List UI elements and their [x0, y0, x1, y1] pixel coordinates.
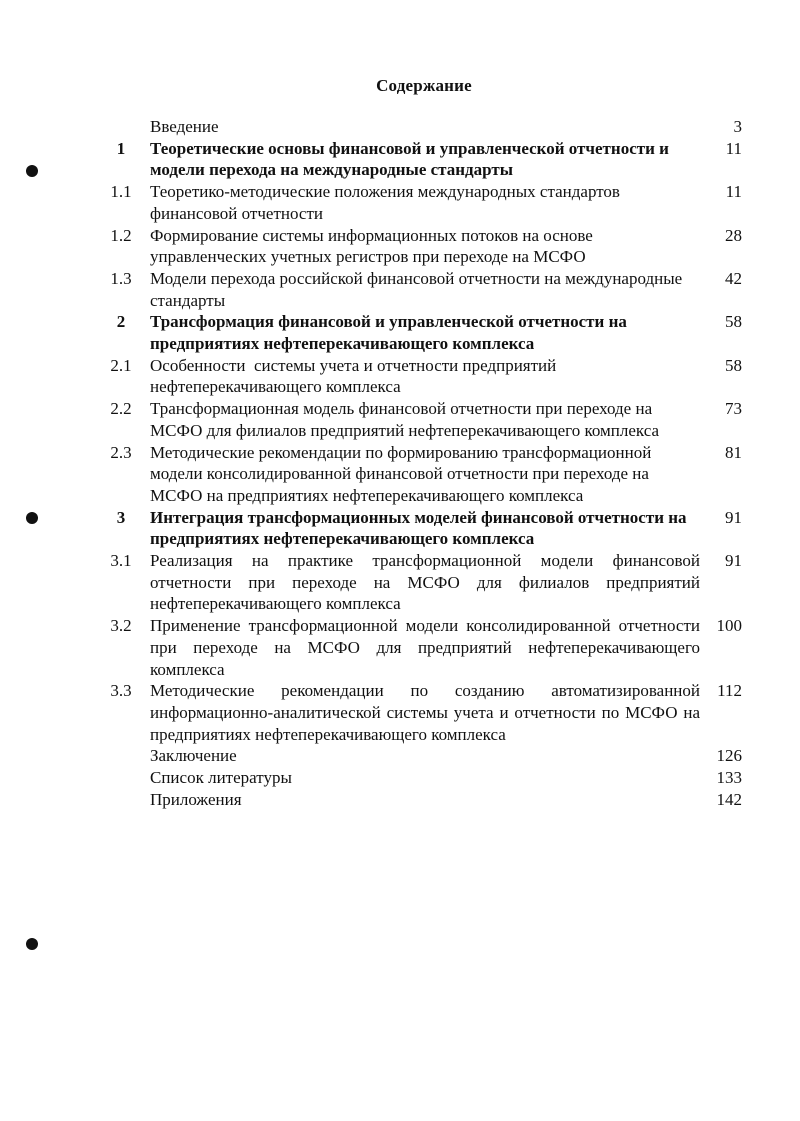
toc-entry-number: 2.3 — [110, 442, 132, 462]
toc-entry-title: Введение — [150, 117, 219, 136]
toc-entry[interactable] — [0, 789, 800, 811]
toc-entry-page: 91 — [725, 551, 742, 571]
toc-entry[interactable] — [0, 442, 800, 507]
toc-entry-title: Методические рекомендации по созданию автоматизированной информационно-аналитической системы учета и отчетности по МСФО на предприятиях нефтеперекачивающего комплекса — [150, 681, 700, 744]
toc-entry-page: 81 — [725, 442, 742, 462]
toc-entry-number: 1.2 — [110, 225, 132, 245]
toc-entry[interactable] — [0, 615, 800, 680]
toc-entry[interactable] — [0, 550, 800, 615]
toc-entry-number: 3.1 — [110, 551, 132, 571]
toc-entry[interactable] — [0, 767, 800, 789]
toc-entry-title: Приложения — [150, 789, 242, 809]
toc-entry-page: 11 — [725, 138, 742, 158]
toc-entry-title: Теоретические основы финансовой и управленческой отчетности и модели перехода на международные стандарты — [150, 138, 669, 180]
toc-entry-page: 58 — [725, 355, 742, 375]
toc-entry[interactable] — [0, 507, 800, 550]
toc-entry-page: 58 — [725, 312, 742, 332]
toc-entry-number: 3.2 — [110, 616, 132, 636]
toc-entry[interactable] — [0, 116, 800, 138]
toc-entry-number: 1.3 — [110, 268, 132, 288]
toc-entry[interactable] — [0, 680, 800, 745]
toc-entry-number: 2 — [116, 312, 126, 332]
toc-entry-title: Формирование системы информационных потоков на основе управленческих учетных регистров при переходе на МСФО — [150, 225, 593, 267]
toc-entry-number: 3.3 — [110, 681, 132, 701]
toc-entry-page: 28 — [725, 225, 742, 245]
toc-entry-title: Трансформационная модель финансовой отчетности при переходе на МСФО для филиалов предприятий нефтеперекачивающего комплекса — [150, 399, 660, 440]
toc-entry-page: 11 — [725, 182, 742, 202]
toc-entry-page: 91 — [725, 507, 742, 527]
toc-entry[interactable] — [0, 225, 800, 268]
toc-entry-page: 126 — [716, 746, 742, 766]
toc-entry-title: Теоретико-методические положения международных стандартов финансовой отчетности — [150, 182, 620, 223]
toc-entry-number: 2.2 — [110, 399, 132, 419]
toc-entry-title: Трансформация финансовой и управленческой отчетности на предприятиях нефтеперекачивающего комплекса — [150, 312, 627, 354]
toc-entry-page: 42 — [725, 268, 742, 288]
toc-entry-page: 133 — [716, 768, 742, 788]
toc-entry-title: Список литературы — [150, 768, 292, 788]
toc-entry[interactable] — [0, 181, 800, 224]
toc-entry-title: Особенности системы учета и отчетности предприятий нефтеперекачивающего комплекса — [150, 355, 561, 397]
toc-entry-title: Методические рекомендации по формированию трансформационной модели консолидированной финансовой отчетности при переходе на МСФО на предприятиях нефтеперекачивающего комплекса — [150, 442, 652, 505]
page-title: Содержание — [376, 76, 472, 95]
toc-entry-number: 1.1 — [110, 182, 132, 202]
toc-entry[interactable] — [0, 355, 800, 398]
toc-entry[interactable] — [0, 138, 800, 181]
toc-entry[interactable] — [0, 398, 800, 441]
toc-entry-page: 73 — [725, 399, 742, 419]
toc-entry-title: Реализация на практике трансформационной модели финансовой отчетности при переходе на МСФО для филиалов предприятий нефтеперекачивающего комплекса — [150, 551, 700, 614]
toc-entry-page: 112 — [717, 681, 742, 701]
toc-entry[interactable] — [0, 311, 800, 354]
toc-entry[interactable] — [0, 268, 800, 311]
toc-entry-title: Модели перехода российской финансовой отчетности на международные стандарты — [150, 268, 683, 310]
toc-entry-title: Интеграция трансформационных моделей финансовой отчетности на предприятиях нефтеперекачивающего комплекса — [150, 507, 687, 549]
toc-entry-page: 3 — [733, 117, 742, 136]
toc-entry-title: Заключение — [150, 746, 237, 766]
toc-entry-number: 2.1 — [110, 355, 132, 375]
toc-entry-number: 1 — [116, 138, 126, 158]
toc-entry-number: 3 — [116, 507, 126, 527]
table-of-contents — [0, 116, 800, 811]
toc-entry-page: 100 — [716, 616, 742, 636]
toc-entry-title: Применение трансформационной модели консолидированной отчетности при переходе на МСФО для предприятий нефтеперекачивающего комплекса — [150, 616, 700, 679]
toc-entry[interactable] — [0, 745, 800, 767]
toc-entry-page: 142 — [716, 789, 742, 809]
binding-hole-icon — [26, 938, 38, 950]
